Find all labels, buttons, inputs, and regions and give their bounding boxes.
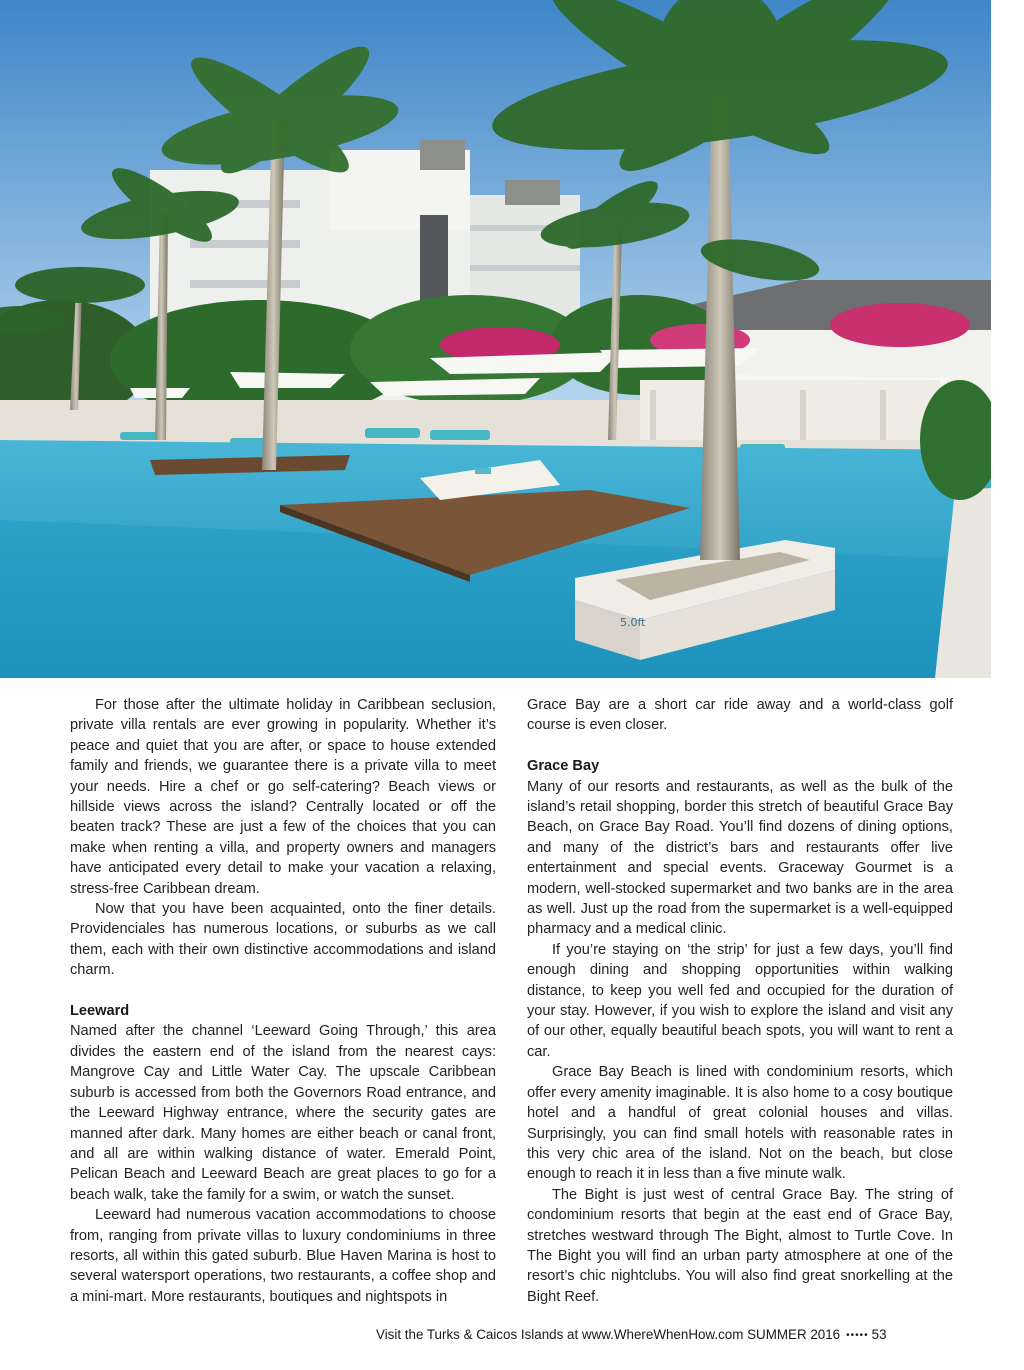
footer-dots: ••••• xyxy=(846,1330,869,1341)
paragraph-grace-bay-intro: Many of our resorts and restaurants, as well as the bulk of the island’s retail shopping, border this stretch of beautiful Grace Bay Beach, on Grace Bay Road. You’ll find dozens of dining options, and many of the district’s bars and restaurants offer live entertainment and special events. Graceway Gourmet is a modern, well-stocked supermarket and two banks are in the area as well. Just up the road from the supermarket is a well-equipped pharmacy and a medical clinic. xyxy=(527,778,953,938)
paragraph-leeward-intro: Named after the channel ‘Leeward Going Through,’ this area divides the eastern end of the island from the nearest cays: Mangrove Cay and Little Water Cay. The upscale Caribbean suburb is accessed from both the Governors Road entrance, and the Leeward Highway entrance, where the security gates are manned after dark. Many homes are either beach or canal front, and all are within walking distance of water. Emerald Point, Pelican Beach and Leeward Beach are great places to go for a beach walk, take the family for a swim, or watch the sunset. xyxy=(70,1023,496,1203)
page-number: 53 xyxy=(871,1327,887,1342)
paragraph-continued: Grace Bay are a short car ride away and a world-class golf course is even closer. xyxy=(527,697,953,734)
paragraph-the-strip: If you’re staying on ‘the strip’ for just a few days, you’ll find enough dining and shopping opportunities within walking distance, to keep you well fed and occupied for the duration of your stay. However, if you wish to explore the island and visit any of our other, equally beautiful beach spots, you will want to rent a car. xyxy=(527,941,953,1060)
pool-depth-marker: 5.0ft xyxy=(620,616,646,629)
paragraph-leeward-accommodations: Leeward had numerous vacation accommodations to choose from, ranging from private villas to luxury condominiums in three resorts, all within this gated suburb. Blue Haven Marina is host to several watersport operations, two restaurants, a coffee shop and a mini-mart. More restaurants, boutiques and nightspots in xyxy=(70,1207,496,1305)
paragraph-grace-bay-beach: Grace Bay Beach is lined with condominium resorts, which offer every amenity imaginable. It is also home to a cosy boutique hotel and a handful of great colonial houses and villas. Surprisingly, you can find small hotels with reasonable rates in this very chic area of the island. Not on the beach, but close enough to reach it in less than a five minute walk. xyxy=(527,1064,953,1183)
page-footer xyxy=(376,1325,966,1345)
heading-grace-bay: Grace Bay xyxy=(527,758,600,775)
paragraph-the-bight: The Bight is just west of central Grace Bay. The string of condominium resorts that begin at the east end of Grace Bay, stretches westward through The Bight, almost to Turtle Cove. In The Bight you will find an urban party atmosphere at one of the resort’s chic nightclubs. You will also find great snorkelling at the Bight Reef. xyxy=(527,1186,953,1305)
resort-pool-photo xyxy=(0,0,991,678)
right-text-column xyxy=(527,695,953,1307)
footer-text: Visit the Turks & Caicos Islands at www.WhereWhenHow.com SUMMER 2016 xyxy=(376,1327,841,1342)
heading-leeward: Leeward xyxy=(70,1003,130,1020)
paragraph-finer-details: Now that you have been acquainted, onto the finer details. Providenciales has numerous locations, or suburbs as we call them, each with their own distinctive accommodations and island charm. xyxy=(70,901,496,979)
paragraph-villa-rentals: For those after the ultimate holiday in Caribbean seclusion, private villa rentals are ever growing in popularity. Whether it’s peace and quiet that you are after, or space to house extended family and friends, we guarantee there is a private villa to meet your needs. Hire a chef or go self-catering? Beach views or hillside views across the island? Centrally located or off the beaten track? These are just a few of the choices that you can make when renting a villa, and property owners and managers have anticipated every detail to make your vacation a relaxing, stress-free Caribbean dream. xyxy=(70,697,496,897)
left-text-column xyxy=(70,695,496,1307)
